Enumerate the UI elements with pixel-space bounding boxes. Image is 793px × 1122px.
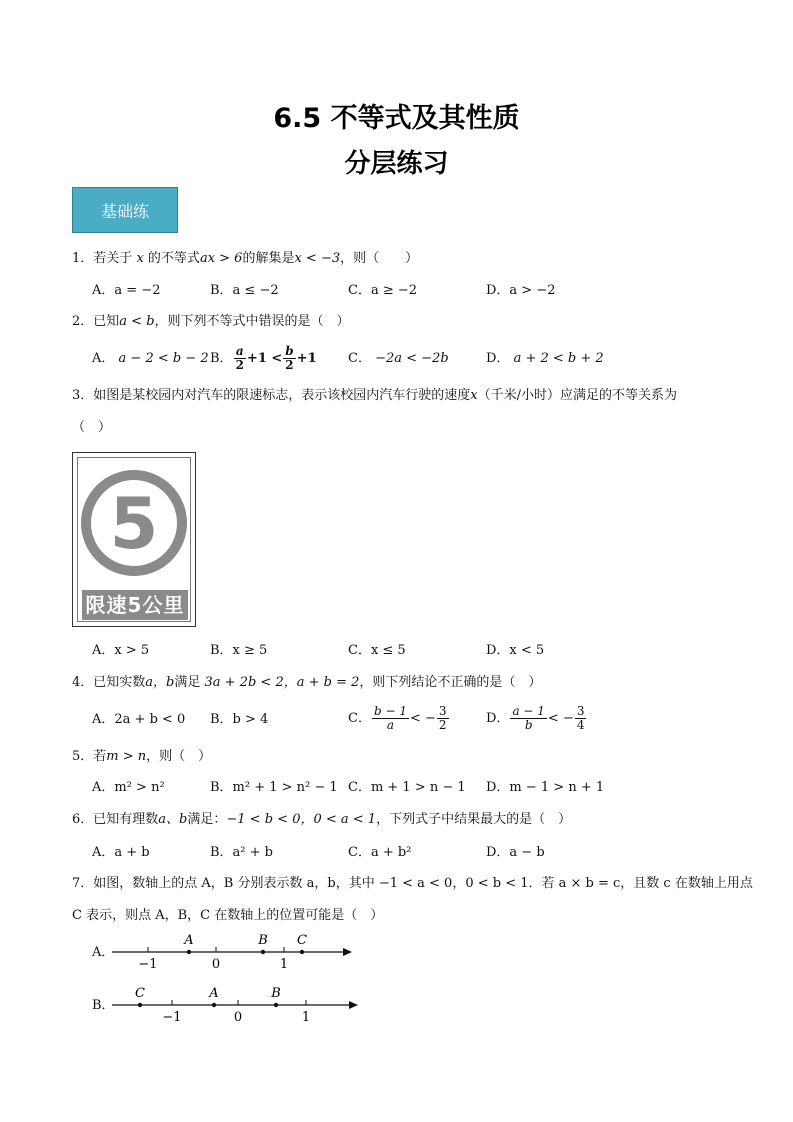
question-1-stem <box>72 250 418 268</box>
sign-label: 限速5公里 <box>82 590 188 620</box>
question-4-option-b[interactable]: B．b > 4 <box>210 712 269 727</box>
arrow-right-icon <box>349 1001 358 1009</box>
question-number: 4． <box>72 675 94 690</box>
stem-text: ，则（ ） <box>340 251 419 266</box>
tick-label: 1 <box>301 1010 311 1025</box>
numerator: a − 1 <box>512 704 545 718</box>
question-2-option-b[interactable] <box>210 342 317 376</box>
question-3-option-b[interactable]: B．x ≥ 5 <box>210 643 268 658</box>
question-number: 1． <box>72 251 94 266</box>
question-number: 6． <box>72 812 94 827</box>
option-math: +1 < <box>246 351 283 366</box>
question-2-option-d[interactable] <box>486 350 604 368</box>
option-math: < − <box>547 711 574 726</box>
option-math: +1 <box>296 351 317 366</box>
question-3-stem-line2: （ ） <box>72 420 112 435</box>
fraction-b-minus-1-over-a <box>372 705 409 732</box>
question-number: 3． <box>72 388 94 403</box>
point-label: A <box>209 986 219 1001</box>
tick-label: 1 <box>279 957 289 972</box>
number-line-b[interactable] <box>110 981 366 1029</box>
stem-text: 已知实数 <box>93 675 146 690</box>
speed-limit-circle-icon <box>78 458 190 588</box>
denominator: 2 <box>438 718 447 732</box>
question-3-option-a[interactable]: A．x > 5 <box>92 643 150 658</box>
question-number: 7． <box>72 876 94 891</box>
question-4-option-d[interactable] <box>486 702 587 736</box>
number-line-a[interactable] <box>110 928 360 976</box>
fraction-a-minus-1-over-b <box>510 705 546 732</box>
stem-text: 如图，数轴上的点 A，B 分别表示数 a，b，其中 −1 < a < 0，0 < b < 1．若 a × b = c，且数 c 在数轴上用点 <box>93 876 753 891</box>
question-3-option-d[interactable]: D．x < 5 <box>486 643 545 658</box>
option-math: a − 2 < b − 2 <box>118 351 209 366</box>
stem-math: 3a + 2b < 2，a + b = 2 <box>204 675 360 690</box>
stem-text: 满足 <box>174 675 201 690</box>
numerator: 3 <box>438 704 447 718</box>
stem-text: 的不等式 <box>147 251 200 266</box>
fraction-3-over-2 <box>437 705 449 732</box>
sign-number: 5 <box>109 483 159 565</box>
point-c-dot <box>300 950 304 954</box>
stem-text: 若 <box>93 749 107 764</box>
stem-math: a < b <box>119 314 155 329</box>
question-number: 5． <box>72 749 94 764</box>
stem-text: 已知 <box>93 314 120 329</box>
stem-math: x <box>136 251 144 266</box>
stem-text: 满足： <box>187 812 227 827</box>
tick-label: −1 <box>138 957 158 972</box>
tick-label: 0 <box>233 1010 243 1025</box>
denominator: 4 <box>576 718 585 732</box>
stem-math: x < −3 <box>294 251 341 266</box>
option-letter: A． <box>92 351 115 366</box>
question-6-option-b[interactable]: B．a² + b <box>210 845 273 860</box>
denominator: 2 <box>285 358 294 372</box>
option-letter: D． <box>486 711 510 726</box>
question-5-option-b[interactable]: B．m² + 1 > n² − 1 <box>210 780 338 795</box>
point-a-dot <box>187 950 191 954</box>
point-b-dot <box>261 950 265 954</box>
question-4-option-a[interactable]: A．2a + b < 0 <box>92 712 186 727</box>
question-6-stem <box>72 811 571 829</box>
numerator: 3 <box>576 704 585 718</box>
option-letter: D． <box>486 351 510 366</box>
arrow-right-icon <box>343 948 352 956</box>
option-letter: B． <box>210 351 233 366</box>
question-5-option-c[interactable]: C．m + 1 > n − 1 <box>348 780 466 795</box>
tick-label: 0 <box>211 957 221 972</box>
numerator: b − 1 <box>373 704 407 718</box>
sign-inner-frame <box>77 457 191 622</box>
question-4-option-c[interactable] <box>348 702 450 736</box>
stem-text: 的解集是 <box>242 251 295 266</box>
stem-text: （千米/小时）应满足的不等关系为 <box>477 388 678 403</box>
speed-limit-sign <box>72 452 196 627</box>
question-7-stem-line2: C 表示，则点 A，B，C 在数轴上的位置可能是（ ） <box>72 908 384 923</box>
question-4-stem <box>72 674 541 692</box>
question-6-option-c[interactable]: C．a + b² <box>348 845 412 860</box>
question-7-stem-line1 <box>72 875 753 893</box>
option-letter: C． <box>348 351 371 366</box>
option-math: < − <box>409 711 436 726</box>
numerator: a <box>235 344 244 358</box>
point-a-dot <box>212 1003 216 1007</box>
stem-math: ax > 6 <box>199 251 243 266</box>
point-label: B <box>258 933 268 948</box>
option-math: a + 2 < b + 2 <box>513 351 604 366</box>
stem-math: x <box>470 388 478 403</box>
stem-text: ，则下列不等式中错误的是（ ） <box>154 314 350 329</box>
stem-text: ，则（ ） <box>146 749 212 764</box>
question-1-option-c[interactable]: C．a ≥ −2 <box>348 283 418 298</box>
stem-text: 若关于 <box>93 251 133 266</box>
fraction-b-over-2 <box>283 345 295 372</box>
denominator: 2 <box>235 358 244 372</box>
point-label: C <box>297 933 307 948</box>
point-c-dot <box>138 1003 142 1007</box>
numerator: b <box>285 344 294 358</box>
document-title: 6.5 不等式及其性质 <box>273 103 520 134</box>
tick-label: −1 <box>162 1010 182 1025</box>
point-label: A <box>184 933 194 948</box>
denominator: b <box>524 718 533 732</box>
point-label: B <box>271 986 281 1001</box>
stem-math: a，b <box>145 675 175 690</box>
question-2-option-a[interactable] <box>92 350 209 368</box>
question-3-stem-line1 <box>72 387 677 405</box>
stem-text: 已知有理数 <box>93 812 159 827</box>
stem-text: 如图是某校园内对汽车的限速标志，表示该校园内汽车行驶的速度 <box>93 388 471 403</box>
point-label: C <box>135 986 145 1001</box>
question-number: 2． <box>72 314 94 329</box>
section-badge: 基础练 <box>72 187 178 233</box>
question-1-option-a[interactable]: A．a = −2 <box>92 283 161 298</box>
stem-math: a、b <box>158 812 188 827</box>
question-5-option-a[interactable]: A．m² > n² <box>92 780 165 795</box>
option-math: −2a < −2b <box>375 351 449 366</box>
question-5-option-d[interactable]: D．m − 1 > n + 1 <box>486 780 605 795</box>
document-subtitle: 分层练习 <box>344 149 449 179</box>
fraction-a-over-2 <box>234 345 246 372</box>
stem-math: −1 < b < 0，0 < a < 1 <box>226 812 377 827</box>
question-3-option-c[interactable]: C．x ≤ 5 <box>348 643 406 658</box>
question-5-stem <box>72 748 211 766</box>
stem-math: m > n <box>106 749 147 764</box>
stem-text: ，则下列结论不正确的是（ ） <box>359 675 542 690</box>
point-b-dot <box>274 1003 278 1007</box>
question-6-option-d[interactable]: D．a − b <box>486 845 545 860</box>
question-2-stem <box>72 313 350 331</box>
question-7-option-b-label[interactable]: B． <box>92 998 115 1013</box>
stem-text: ，下列式子中结果最大的是（ ） <box>376 812 572 827</box>
question-6-option-a[interactable]: A．a + b <box>92 845 150 860</box>
denominator: a <box>386 718 395 732</box>
question-1-option-b[interactable]: B．a ≤ −2 <box>210 283 279 298</box>
question-1-option-d[interactable]: D．a > −2 <box>486 283 556 298</box>
fraction-3-over-4 <box>575 705 587 732</box>
question-7-option-a-label[interactable]: A． <box>92 945 115 960</box>
option-letter: C． <box>348 711 371 726</box>
question-2-option-c[interactable] <box>348 350 449 368</box>
